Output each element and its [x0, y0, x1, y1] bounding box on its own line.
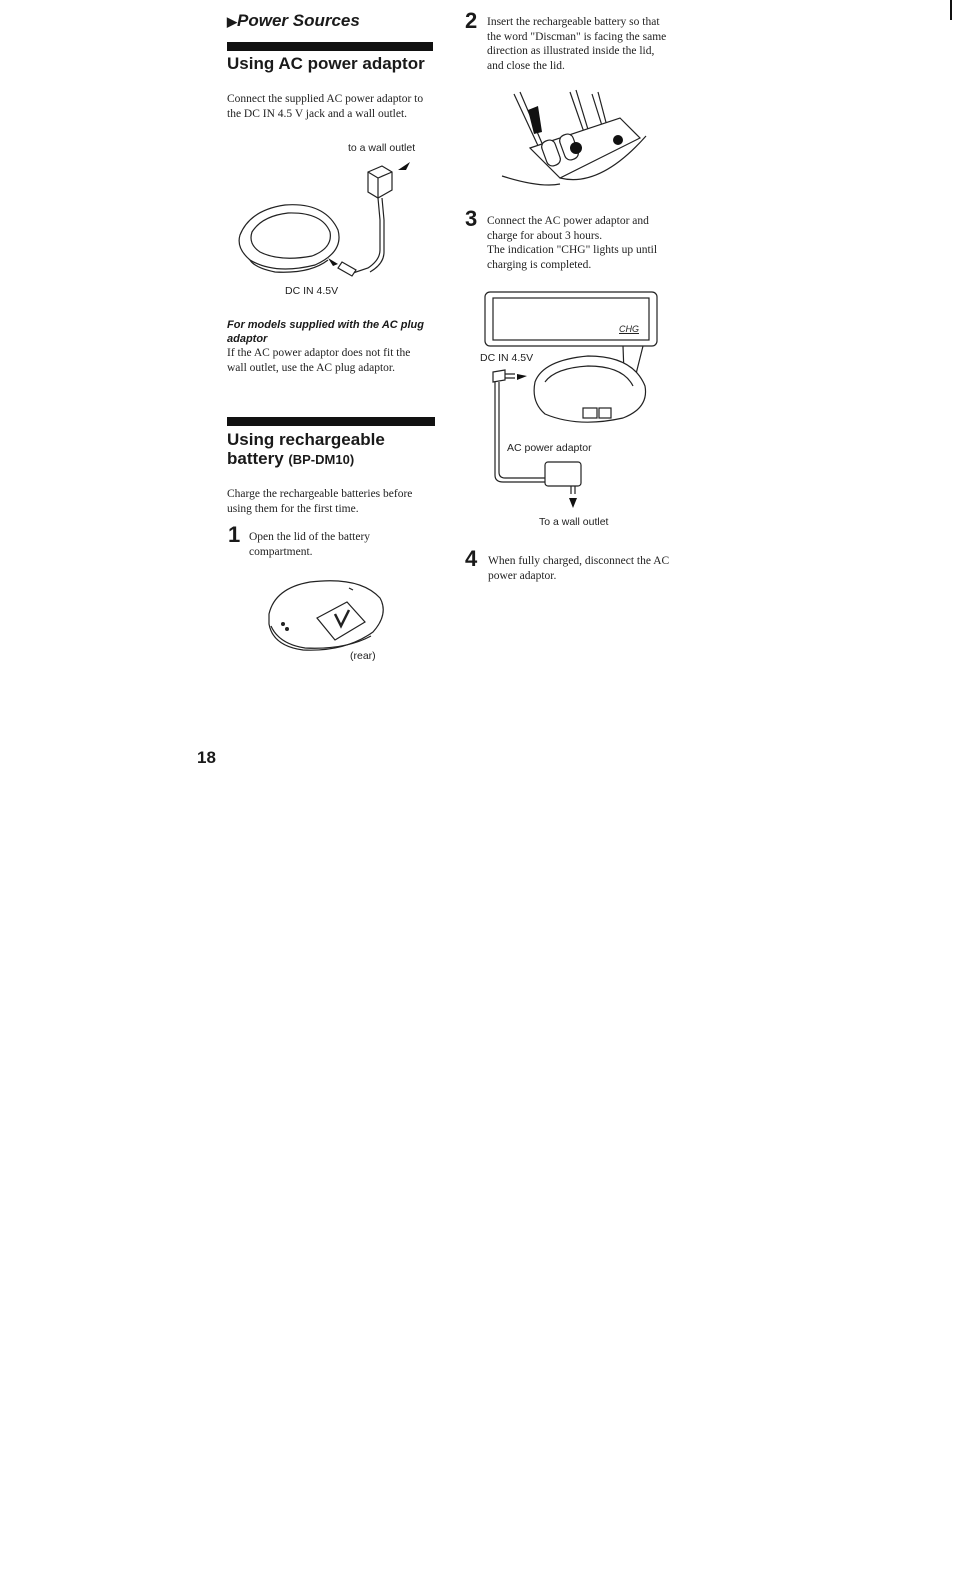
- heading-bar-battery: [227, 417, 435, 426]
- step-1-text: Open the lid of the battery compartment.: [249, 531, 371, 558]
- step-2-number: 2: [465, 8, 478, 33]
- heading-rechargeable-battery: [227, 430, 385, 469]
- heading-battery-line2: battery: [227, 449, 284, 468]
- section-title-text: Power Sources: [237, 11, 360, 30]
- battery-insertion-illustration: [500, 88, 650, 198]
- fig-label-to-wall-outlet: to a wall outlet: [348, 142, 416, 154]
- fig-label-dc-in-jack: DC IN 4.5V: [285, 285, 339, 297]
- step-3-text-1: Connect the AC power adaptor and charge for about 3 hours.: [487, 215, 649, 242]
- ac-body-text: Connect the supplied AC power adaptor to the DC IN 4.5 V jack and a wall outlet.: [227, 93, 424, 120]
- step-4-text: When fully charged, disconnect the AC power adaptor.: [488, 555, 670, 582]
- step-3-number: 3: [465, 206, 478, 231]
- page-number: 18: [197, 748, 216, 767]
- charging-illustration: [483, 290, 663, 500]
- fig3-label-dc-in-jack: DC IN 4.5V: [480, 352, 534, 364]
- step-4-number: 4: [465, 546, 478, 571]
- step-2-text: Insert the rechargeable battery so that the word "Discman" is facing the same direction as illustrated inside the lid, and close the lid.: [487, 16, 667, 72]
- section-title: [227, 11, 360, 31]
- heading-bar-ac: [227, 42, 433, 51]
- player-rear-illustration: [265, 574, 390, 654]
- scan-edge-mark: [950, 0, 952, 20]
- note-heading: For models supplied with the AC plug adaptor: [227, 319, 424, 345]
- step-3-text-2: The indication "CHG" lights up until charging is completed.: [487, 244, 658, 271]
- chg-indicator: CHG: [619, 324, 639, 334]
- fig3-label-ac-power-adaptor: AC power adaptor: [507, 442, 592, 454]
- heading-ac-adaptor: Using AC power adaptor: [227, 54, 425, 73]
- note-body: If the AC power adaptor does not fit the wall outlet, use the AC plug adaptor.: [227, 347, 411, 374]
- battery-body-text: Charge the rechargeable batteries before using them for the first time.: [227, 488, 413, 515]
- fig3-label-to-wall-outlet: To a wall outlet: [539, 516, 609, 528]
- ac-adaptor-illustration: [230, 160, 430, 285]
- heading-battery-line1: Using rechargeable: [227, 430, 385, 449]
- step-1-number: 1: [228, 522, 241, 547]
- section-marker: ▶: [227, 14, 237, 29]
- heading-battery-model: (BP-DM10): [288, 452, 355, 467]
- fig-label-rear: (rear): [350, 650, 376, 662]
